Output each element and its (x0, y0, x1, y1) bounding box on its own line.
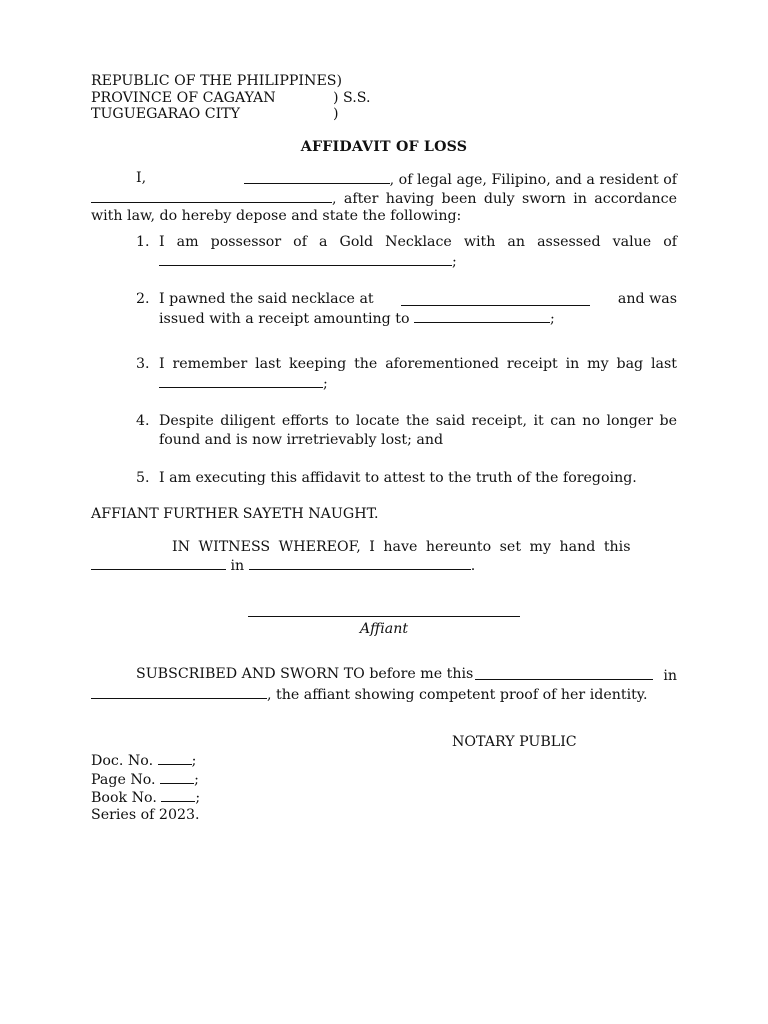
page-semicolon: ; (194, 771, 199, 788)
item-2-text: I pawned the said necklace at (159, 291, 374, 307)
venue-line-2 (91, 89, 371, 107)
venue-paren: ) (333, 106, 339, 122)
venue-city: TUGUEGARAO CITY (91, 106, 241, 122)
item-5-text: I am executing this affidavit to attest to the truth of the foregoing. (159, 470, 637, 486)
jurat-in: in (663, 668, 677, 684)
list-item-number: 5. (136, 470, 150, 486)
book-semicolon: ; (195, 790, 201, 806)
series-year: Series of 2023. (91, 806, 200, 823)
list-item (136, 412, 677, 450)
item-1-text: I am possessor of a Gold Necklace with an assessed value of (159, 234, 677, 250)
value-blank[interactable] (159, 252, 452, 266)
list-item-number: 3. (136, 356, 150, 372)
page-number (91, 770, 200, 789)
list-item-text (159, 355, 677, 394)
witness-text: IN WITNESS WHEREOF, I have hereunto set my hand this (172, 539, 631, 555)
jurat-date-blank[interactable] (475, 666, 653, 680)
venue-province: PROVINCE OF CAGAYAN (91, 89, 276, 106)
page-number-blank[interactable] (160, 770, 194, 784)
list-item (136, 290, 677, 329)
residence-blank[interactable] (91, 189, 332, 203)
jurat-paragraph (91, 666, 677, 704)
jurat-after: , the affiant showing competent proof of her identity. (267, 687, 648, 703)
venue-ss: ) S.S. (333, 89, 371, 106)
item-3-text: I remember last keeping the aforementioned receipt in my bag last (159, 356, 677, 372)
name-blank[interactable] (244, 170, 390, 184)
witness-in: in (230, 558, 245, 574)
item-2-end: ; (550, 311, 555, 327)
book-number (91, 788, 200, 807)
item-1-end: ; (452, 254, 457, 270)
book-number-blank[interactable] (161, 788, 195, 802)
affiant-signature-line[interactable] (248, 616, 520, 617)
witness-date-blank[interactable] (91, 556, 226, 570)
intro-line-1 (91, 170, 677, 189)
doc-number (91, 751, 200, 770)
notary-public-label: NOTARY PUBLIC (452, 734, 577, 750)
witness-place-blank[interactable] (249, 556, 471, 570)
doc-number-blank[interactable] (158, 751, 192, 765)
document-title: AFFIDAVIT OF LOSS (300, 139, 468, 155)
intro-line-2 (91, 189, 677, 225)
date-blank[interactable] (159, 374, 323, 388)
jurat-text: SUBSCRIBED AND SWORN TO before me this (136, 666, 474, 682)
amount-blank[interactable] (414, 309, 550, 323)
item-3-end: ; (323, 376, 328, 392)
venue-line-1 (91, 73, 342, 90)
witness-end: . (470, 558, 476, 574)
doc-number-label: Doc. No. (91, 753, 154, 769)
venue-block (91, 73, 371, 123)
pawnshop-blank[interactable] (401, 292, 590, 306)
witness-paragraph (91, 539, 677, 575)
jurat-place-blank[interactable] (91, 685, 267, 699)
intro-paragraph (91, 170, 677, 225)
intro-after-name: , of legal age, Filipino, and a resident of (389, 172, 677, 188)
list-item-number: 2. (136, 291, 150, 307)
item-2-and-was: and was (617, 291, 677, 307)
intro-start: I, (136, 170, 147, 186)
venue-republic: REPUBLIC OF THE PHILIPPINES) (91, 73, 343, 89)
doc-reference-block (91, 751, 200, 823)
intro-after-residence: , after having been duly sworn in accordance with law, do hereby depose and state the following: (91, 191, 677, 224)
affiant-label: Affiant (359, 621, 409, 637)
book-number-label: Book No. (91, 790, 157, 806)
doc-semicolon: ; (191, 753, 197, 769)
item-2-issued: issued with a receipt amounting to (159, 311, 410, 327)
list-item (136, 233, 677, 272)
list-item (136, 469, 677, 488)
list-item-number: 4. (136, 413, 150, 429)
venue-line-3 (91, 106, 342, 123)
item-4-text: Despite diligent efforts to locate the said receipt, it can no longer be found and is now irretrievably lost; and (159, 413, 677, 448)
list-item-number: 1. (136, 234, 150, 250)
list-item-text (159, 290, 677, 329)
list-item (136, 355, 677, 394)
closing-statement: AFFIANT FURTHER SAYETH NAUGHT. (91, 506, 379, 522)
page-number-label: Page No. (91, 771, 156, 788)
list-item-text (159, 233, 677, 272)
